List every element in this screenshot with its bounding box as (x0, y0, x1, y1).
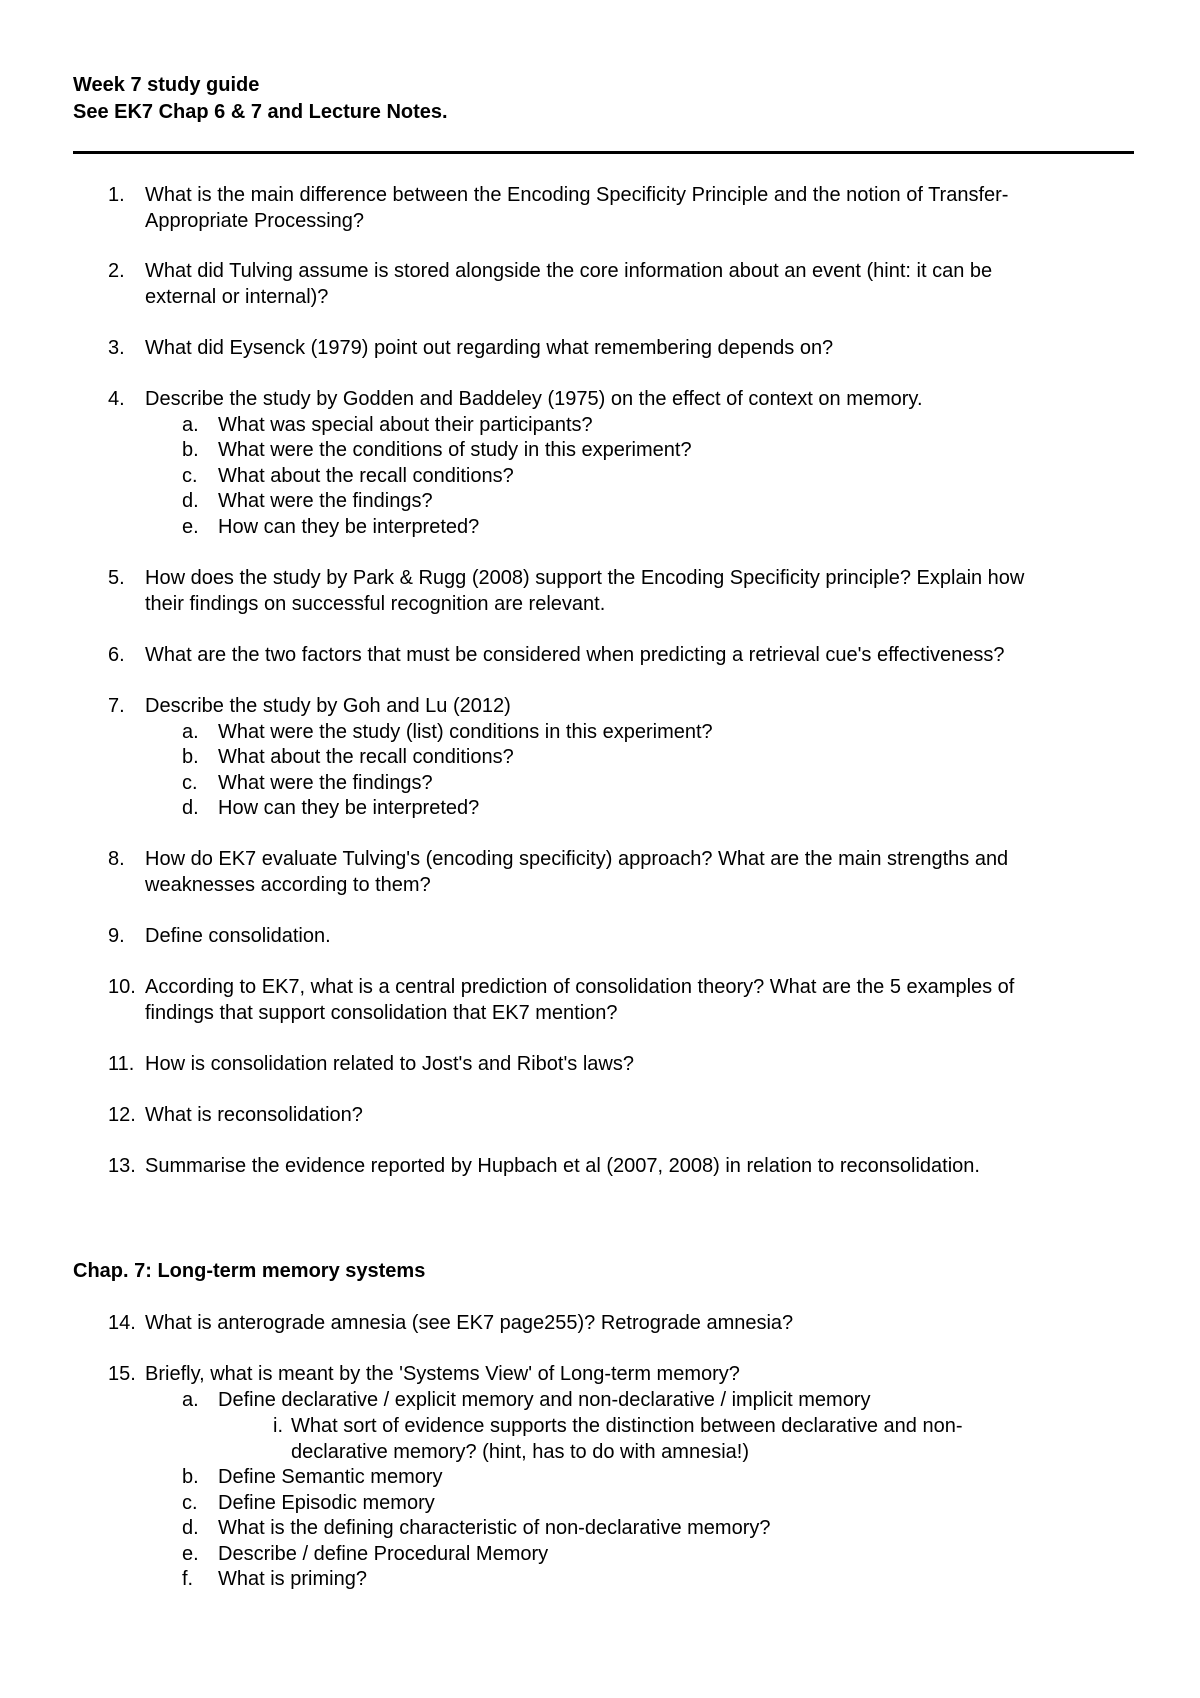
header-title: Week 7 study guide (73, 74, 260, 96)
question-text: Describe the study by Godden and Baddeley (1975) on the effect of context on memory. (145, 388, 923, 410)
question-text: What did Tulving assume is stored alongside the core information about an event (hint: it can be external or internal)? (145, 260, 993, 308)
question-number: 15. (108, 1363, 136, 1385)
question-number: 11. (108, 1053, 135, 1075)
question-number: 14. (108, 1312, 136, 1334)
question-text: How do EK7 evaluate Tulving's (encoding specificity) approach? What are the main strengths and weaknesses according to them? (145, 848, 1009, 896)
question-number: 12. (108, 1104, 136, 1126)
question-text: Briefly, what is meant by the 'Systems View' of Long-term memory? (145, 1363, 740, 1385)
question-number: 4. (108, 388, 125, 410)
question-number: 3. (108, 337, 125, 359)
question-text: What is the main difference between the Encoding Specificity Principle and the notion of Transfer- Appropriate Processing? (145, 184, 1009, 232)
question-number: 7. (108, 695, 125, 717)
question-text: How is consolidation related to Jost's and Ribot's laws? (145, 1053, 634, 1075)
question-text: What is reconsolidation? (145, 1104, 363, 1126)
question-number: 8. (108, 848, 125, 870)
question-number: 6. (108, 644, 125, 666)
question-text: What did Eysenck (1979) point out regarding what remembering depends on? (145, 337, 834, 359)
question-number: 13. (108, 1155, 136, 1177)
header-divider (73, 151, 1134, 154)
header-subtitle: See EK7 Chap 6 & 7 and Lecture Notes. (73, 101, 448, 123)
question-number: 5. (108, 567, 125, 589)
question-number: 9. (108, 925, 125, 947)
question-text: According to EK7, what is a central prediction of consolidation theory? What are the 5 examples of findings that support consolidation that EK7 mention? (145, 976, 1015, 1024)
section-heading: Chap. 7: Long-term memory systems (73, 1260, 426, 1282)
question-text: Define consolidation. (145, 925, 331, 947)
question-text: Summarise the evidence reported by Hupbach et al (2007, 2008) in relation to reconsolidation. (145, 1155, 980, 1177)
question-text: What are the two factors that must be considered when predicting a retrieval cue's effectiveness? (145, 644, 1005, 666)
question-number: 10. (108, 976, 136, 998)
question-number: 1. (108, 184, 125, 206)
question-text: How does the study by Park & Rugg (2008) support the Encoding Specificity principle? Explain how their findings on successful recognition are relevant. (145, 567, 1025, 615)
question-text: Describe the study by Goh and Lu (2012) (145, 695, 511, 717)
question-number: 2. (108, 260, 125, 282)
document-header (73, 72, 448, 126)
question-text: What is anterograde amnesia (see EK7 page255)? Retrograde amnesia? (145, 1312, 794, 1334)
document-page: Week 7 study guide See EK7 Chap 6 & 7 and Lecture Notes. 1. What is the main difference between the Encoding Specificity Principle and the notion of Transfer- Appropriate Processing? 2. What did Tulving assume is stored alongside the core information about an event (hint: it can be external or internal)? 3. What did Eysenck (1979) point out regarding what remembering depends on? 4. Describe the study by Godden and Baddeley (1975) on the effect of context on memory. a. What was special about their participants? b. What were the conditions of study in this experiment? c. What about the recall conditions? d. What were the findings? e. How can they be interpreted? 5. How does the study by Park & Rugg (2008) support the Encoding Specificity principle? Explain how their findings on successful recognition are relevant. 6. What are the two factors that must be considered when predicting a retrieval cue's effectiveness? 7. Describe the study by Goh and Lu (2012) a. What were the study (list) conditions in this experiment? b. What about the recall conditions? c. What were the findings? d. How can they be interpreted? 8. How do EK7 evaluate Tulving's (encoding specificity) approach? What are the main strengths and weaknesses according to them? 9. Define consolidation. 10. According to EK7, what is a central prediction of consolidation theory? What are the 5 examples of findings that support consolidation that EK7 mention? 11. How is consolidation related to Jost's and Ribot's laws? 12. What is reconsolidation? 13. Summarise the evidence reported by Hupbach et al (2007, 2008) in relation to reconsolidation. Chap. 7: Long-term memory systems 14. What is anterograde amnesia (see EK7 page255)? Retrograde amnesia? 15. Briefly, what is meant by the 'Systems View' of Long-term memory? a. Define declarative / explicit memory and non-declarative / implicit memory i. What sort of evidence supports the distinction between declarative and non- declarative memory? (hint, has to do with amnesia!) b. Define Semantic memory c. Define Episodic memory d. What is the defining characteristic of non-declarative memory? e. Describe / define Procedural Memory f. What is priming? (0, 0, 1200, 1698)
